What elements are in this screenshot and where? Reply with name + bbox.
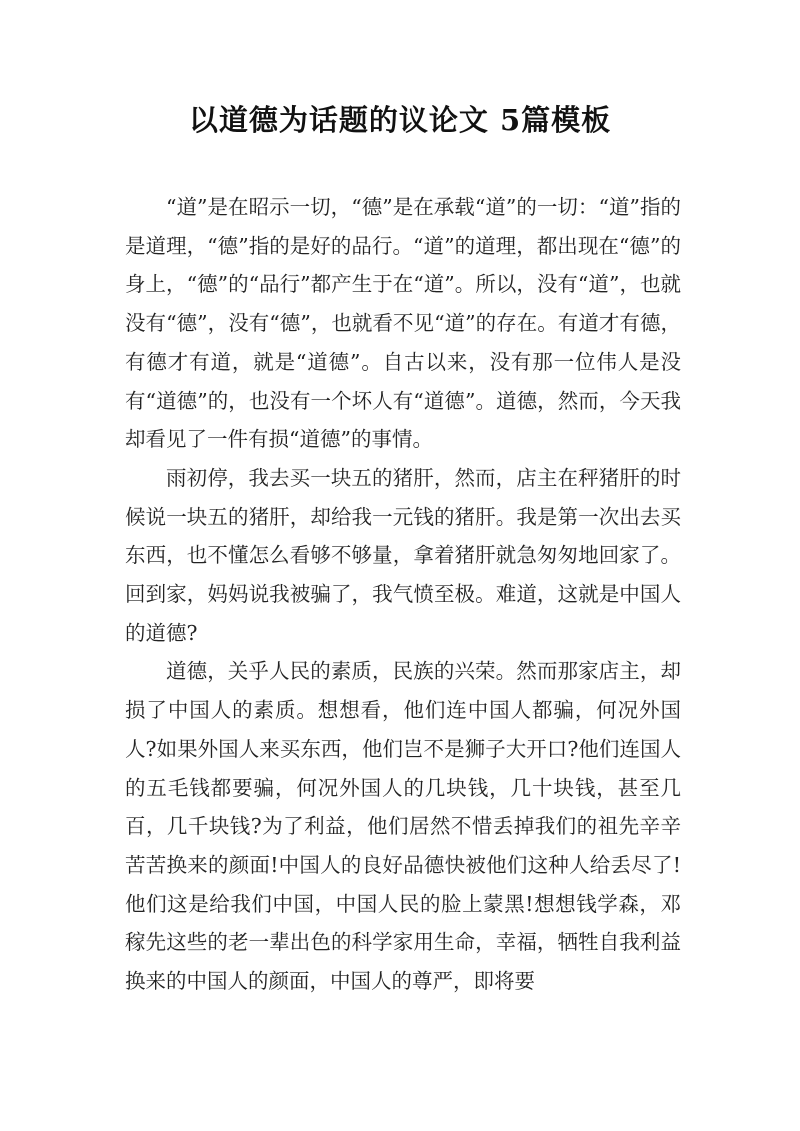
document-title: 以道德为话题的议论文 5篇模板	[188, 103, 612, 137]
document-body	[125, 188, 681, 1001]
paragraph-3: 道德，关乎人民的素质，民族的兴荣。然而那家店主，却损了中国人的素质。想想看，他们连中国人都骗，何况外国人?如果外国人来买东西，他们岂不是狮子大开口?他们连国人的五毛钱都要骗，何况外国人的几块钱，几十块钱，甚至几百，几千块钱?为了利益，他们居然不惜丢掉我们的祖先辛辛苦苦换来的颜面!中国人的良好品德快被他们这种人给丢尽了!他们这是给我们中国，中国人民的脸上蒙黑!想想钱学森，邓稼先这些的老一辈出色的科学家用生命，幸福，牺牲自我利益换来的中国人的颜面，中国人的尊严，即将要	[125, 659, 681, 994]
paragraph-2: 雨初停，我去买一块五的猪肝，然而，店主在秤猪肝的时候说一块五的猪肝，却给我一元钱的猪肝。我是第一次出去买东西，也不懂怎么看够不够量，拿着猪肝就急匆匆地回家了。回到家，妈妈说我被骗了，我气愤至极。难道，这就是中国人的道德?	[125, 465, 681, 645]
paragraph-1: “道”是在昭示一切，“德”是在承载“道”的一切：“道”指的是道理，“德”指的是好的品行。“道”的道理，都出现在“德”的身上，“德”的“品行”都产生于在“道”。所以，没有“道”，也就没有“德”，没有“德”，也就看不见“道”的存在。有道才有德，有德才有道，就是“道德”。自古以来，没有那一位伟人是没有“道德”的，也没有一个坏人有“道德”。道德，然而，今天我却看见了一件有损“道德”的事情。	[125, 195, 681, 452]
